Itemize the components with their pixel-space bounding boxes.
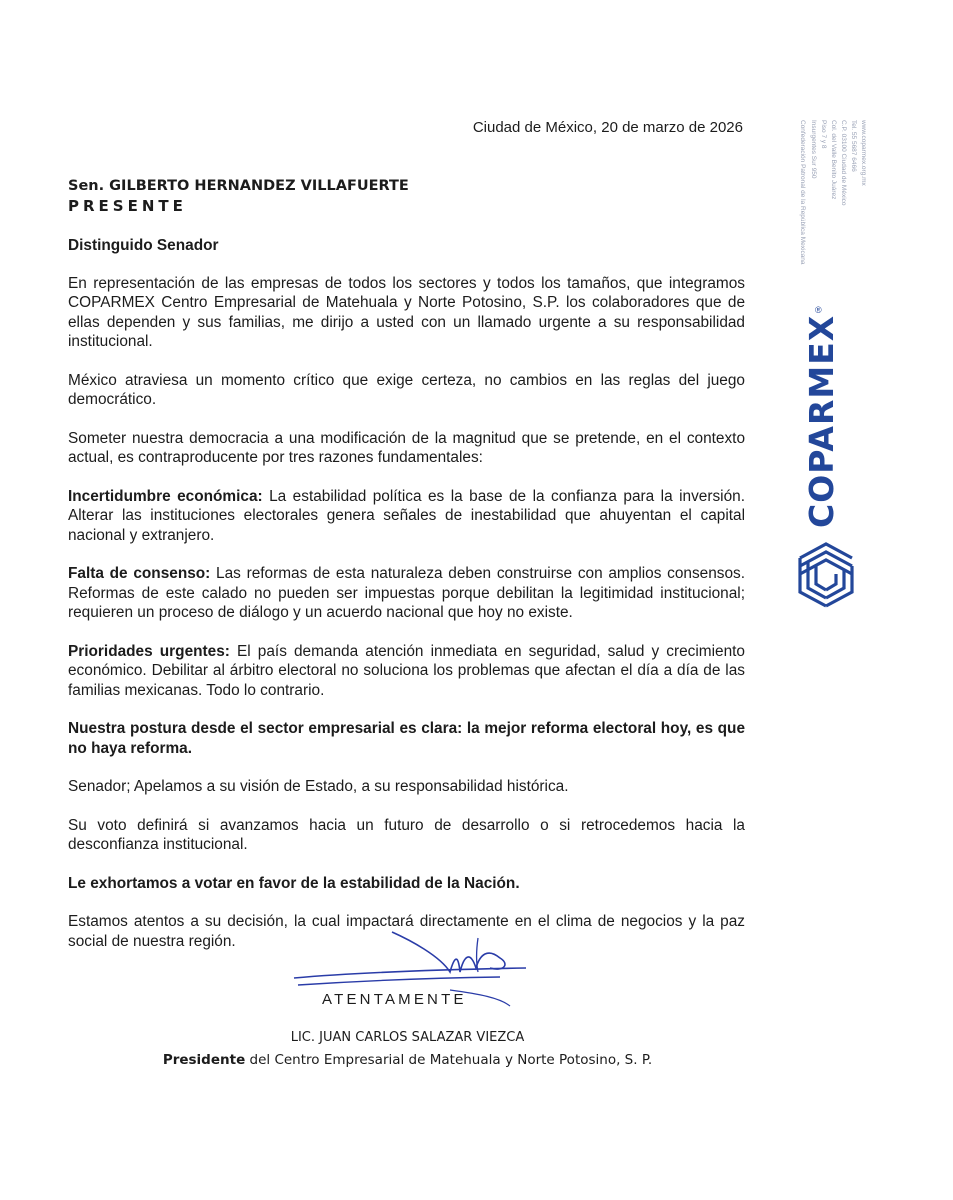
sidebar-address (792, 120, 882, 310)
registered-mark: ® (815, 305, 822, 315)
business-stance: Nuestra postura desde el sector empresarial es clara: la mejor reforma electoral hoy, es que no haya reforma. (68, 720, 745, 757)
brand-name: COPARMEX (802, 314, 841, 528)
reason-2-text: Las reformas de esta naturaleza deben construirse con amplios consensos. Reformas de este calado no pueden ser impuestas porque debilitan la legitimidad institucional; requieren un proceso de diálogo y un acuerdo nacional que hoy no existe. (68, 565, 745, 621)
recipient-block (68, 178, 409, 215)
reason-1-text: La estabilidad política es la base de la confianza para la inversión. Alterar las instituciones electorales genera señales de inestabilidad que ahuyentan el capital nacional y extranjero. (68, 487, 745, 544)
signer-block (0, 1030, 815, 1068)
paragraph-appeal: Senador; Apelamos a su visión de Estado, a su responsabilidad histórica. (68, 778, 569, 795)
reason-1-lead: Incertidumbre económica: (68, 487, 263, 505)
letter-date: Ciudad de México, 20 de marzo de 2026 (472, 119, 743, 136)
paragraph-closing: Estamos atentos a su decisión, la cual impactará directamente en el clima de negocios y la paz social de nuestra región. (68, 913, 745, 950)
paragraph-representation: En representación de las empresas de todos los sectores y todos los tamaños, que integramos COPARMEX Centro Empresarial de Matehuala y Norte Potosino, S.P. los colaboradores que de ellas dependen y sus familias, me dirijo a usted con un llamado urgente a su responsabilidad institucional. (68, 274, 745, 350)
reason-urgent-priorities (68, 642, 745, 701)
letter-body (68, 236, 745, 970)
paragraph-three-reasons: Someter nuestra democracia a una modificación de la magnitud que se pretende, en el contexto actual, es contraproducente por tres razones fundamentales: (68, 429, 745, 466)
recipient-present: PRESENTE (68, 197, 187, 215)
address-line: Tel. 55 5687 6466 (850, 120, 857, 172)
paragraph-exhort: Le exhortamos a votar en favor de la estabilidad de la Nación. (68, 874, 520, 892)
signer-title (0, 1052, 815, 1068)
salutation: Distinguido Senador (68, 237, 219, 254)
reason-economic-uncertainty (68, 487, 745, 546)
paragraph-vote: Su voto definirá si avanzamos hacia un futuro de desarrollo o si retrocedemos hacia la desconfianza institucional. (68, 816, 745, 853)
address-line: Insurgentes Sur 950 (810, 120, 817, 179)
signer-title-rest: del Centro Empresarial de Matehuala y Norte Potosino, S. P. (245, 1052, 653, 1068)
signer-name: LIC. JUAN CARLOS SALAZAR VIEZCA (290, 1030, 525, 1045)
paragraph-critical-moment: México atraviesa un momento crítico que exige certeza, no cambios en las reglas del juego democrático. (68, 371, 745, 408)
recipient-name: Sen. GILBERTO HERNANDEZ VILLAFUERTE (68, 178, 409, 194)
signer-title-bold: Presidente (162, 1052, 246, 1068)
reason-3-text: El país demanda atención inmediata en seguridad, salud y crecimiento económico. Debilitar al árbitro electoral no soluciona los problemas que afectan el día a día de las familias mexicanas. Todo lo contrario. (68, 642, 745, 699)
address-line: Confederación Patronal de la República Mexicana (799, 120, 806, 265)
address-line: C.P. 03100 Ciudad de México (840, 120, 847, 206)
brand-wordmark (802, 310, 848, 528)
address-line: Piso 7 y 8 (820, 120, 827, 149)
closing-atentamente: ATENTAMENTE (322, 991, 467, 1008)
address-line: Col. del Valle Benito Juárez (830, 120, 837, 200)
address-line: www.coparmex.org.mx (860, 120, 867, 186)
reason-2-lead: Falta de consenso: (68, 565, 211, 582)
coparmex-logo-icon (796, 540, 856, 610)
reason-lack-of-consensus (68, 564, 745, 623)
reason-3-lead: Prioridades urgentes: (68, 642, 230, 660)
